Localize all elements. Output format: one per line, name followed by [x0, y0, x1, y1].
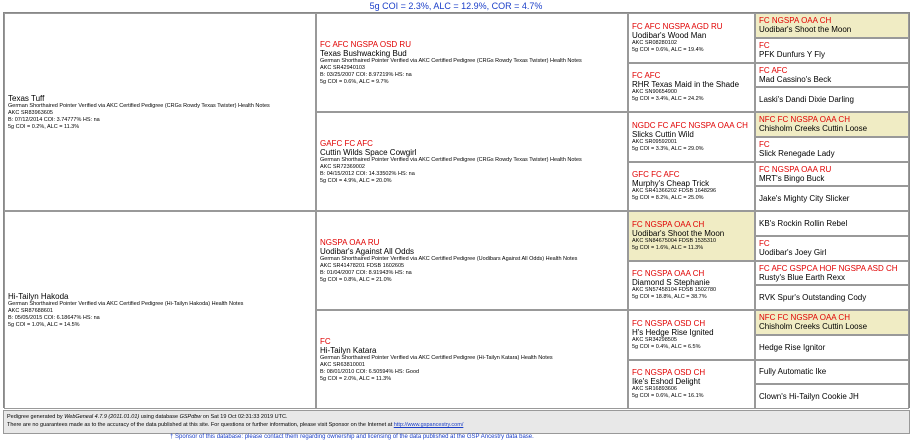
ancestor-reg: AKC SN90654900: [632, 89, 677, 96]
ancestor-name[interactable]: Clown's Hi-Tailyn Cookie JH: [759, 392, 859, 402]
ancestor-reg: AKC SN57458104 FDSB 1502780: [632, 287, 717, 294]
dam-notes: German Shorthaired Pointer Verified via AKC Certified Pedigree (Hi-Tailyn Hakoda) Health Notes: [8, 300, 244, 307]
footer-disclaimer-line: [7, 421, 906, 429]
ancestor-reg: AKC SR08280102: [632, 39, 677, 46]
ancestor-title: FC NGSPA OAA RU: [759, 164, 832, 174]
ancestor-reg: AKC SR42940103: [320, 64, 365, 71]
ancestor-title: NGSPA OAA RU: [320, 237, 380, 247]
ancestor-notes: German Shorthaired Pointer Verified via AKC Certified Pedigree (CRGs Rowdy Texas Twister) Health Notes: [320, 156, 582, 163]
ancestor-coi: 5g COI = 4.9%, ALC = 20.0%: [320, 177, 392, 184]
gen4-cell[interactable]: [755, 38, 909, 63]
ancestor-name[interactable]: Chisholm Creeks Cuttin Loose: [759, 124, 868, 134]
gen3-cell[interactable]: [628, 63, 755, 113]
ancestor-coi: 5g COI = 3.3%, ALC = 29.0%: [632, 145, 704, 152]
pedigree-footer: [3, 410, 910, 434]
ancestor-name[interactable]: Cuttin Wilds Space Cowgirl: [320, 147, 417, 157]
gen3-cell[interactable]: [628, 261, 755, 311]
ancestor-reg: AKC SR41366202 FDSB 1648296: [632, 188, 717, 195]
ancestor-name[interactable]: MRT's Bingo Buck: [759, 173, 825, 183]
gen4-cell[interactable]: [755, 236, 909, 261]
gen4-cell[interactable]: [755, 261, 909, 286]
sire-reg: AKC SR83963605: [8, 109, 53, 116]
gen3-cell[interactable]: [628, 310, 755, 360]
ancestor-reg: AKC SR16893606: [632, 386, 677, 393]
ancestor-name[interactable]: RVK Spur's Outstanding Cody: [759, 293, 867, 303]
ancestor-name[interactable]: Uodibar's Shoot the Moon: [632, 228, 725, 238]
ancestor-name[interactable]: PFK Dunfurs Y Fly: [759, 50, 825, 60]
footer-suffix: on Sat 19 Oct 02:31:33 2019 UTC.: [201, 414, 288, 420]
sire-birth: B: 07/12/2014 COI: 3.74777% HS: na: [8, 116, 100, 123]
gen4-cell[interactable]: [755, 285, 909, 310]
ancestor-title: NGDC FC AFC NGSPA OAA CH: [632, 120, 748, 130]
footer-generated-line: [7, 413, 906, 421]
ancestor-name[interactable]: Hedge Rise Ignitor: [759, 342, 826, 352]
gen4-cell[interactable]: [755, 137, 909, 162]
ancestor-coi: 5g COI = 2.0%, ALC = 11.3%: [320, 375, 392, 382]
ancestor-coi: 5g COI = 3.4%, ALC = 24.2%: [632, 96, 704, 103]
footer-disclaimer: There are no guarantees made as to the accuracy of the data published at this site. For questions or further information, please visit Sponsor on the Internet at: [7, 422, 394, 428]
pedigree-grid: [3, 12, 910, 408]
pedigree-coi-summary: 5g COI = 2.3%, ALC = 12.9%, COR = 4.7%: [369, 1, 543, 11]
ancestor-notes: German Shorthaired Pointer Verified via AKC Certified Pedigree (Uodibars Against All Odds) Health Notes: [320, 255, 578, 262]
ancestor-name[interactable]: Uodibar's Shoot the Moon: [759, 25, 852, 35]
ancestor-reg: AKC SR34298505: [632, 336, 677, 343]
gen2-cell[interactable]: [316, 112, 628, 211]
ancestor-reg: AKC SN84675004 FDSB 1535310: [632, 237, 717, 244]
gen2-cell[interactable]: [316, 13, 628, 112]
ancestor-name[interactable]: Rusty's Blue Earth Rexx: [759, 272, 846, 282]
ancestor-title: FC AFC NGSPA OSD RU: [320, 39, 411, 49]
gen2-cell[interactable]: [316, 310, 628, 409]
ancestor-reg: AKC SR72369002: [320, 163, 365, 170]
cut-off-footnote: † Sponsor of this database: please contact them regarding ownership and licensing of the data published at the GSP Ancestry data base.: [170, 434, 534, 440]
ancestor-title: FC AFC GSPCA HOF NGSPA ASD CH: [759, 263, 898, 273]
ancestor-name[interactable]: Laski's Dandi Dixie Darling: [759, 95, 854, 105]
ancestor-title: FC AFC NGSPA AGD RU: [632, 21, 723, 31]
gen4-cell[interactable]: [755, 186, 909, 211]
ancestor-name[interactable]: Uodibar's Wood Man: [632, 30, 707, 40]
ancestor-name[interactable]: Slicks Cuttin Wild: [632, 129, 694, 139]
ancestor-notes: German Shorthaired Pointer Verified via AKC Certified Pedigree (Hi-Tailyn Katara) Health Notes: [320, 354, 553, 361]
ancestor-title: GFC FC AFC: [632, 170, 680, 180]
ancestor-birth: B: 08/01/2010 COI: 6.50594% HS: Good: [320, 368, 420, 375]
dam-reg: AKC SR87688601: [8, 307, 53, 314]
ancestor-coi: 5g COI = 1.6%, ALC = 11.3%: [632, 244, 704, 251]
gen4-cell[interactable]: [755, 13, 909, 38]
database-name: GSPdbw: [179, 414, 202, 420]
dam-name[interactable]: Hi-Tailyn Hakoda: [8, 291, 69, 301]
gen3-cell[interactable]: [628, 211, 755, 261]
sire-notes: German Shorthaired Pointer Verified via AKC Certified Pedigree (CRGs Rowdy Texas Twister) Health Notes: [8, 102, 270, 109]
gen4-cell[interactable]: [755, 310, 909, 335]
footer-prefix: Pedigree generated by: [7, 414, 65, 420]
ancestor-coi: 5g COI = 0.6%, ALC = 19.4%: [632, 46, 704, 53]
gen3-cell[interactable]: [628, 13, 755, 63]
gen3-cell[interactable]: [628, 360, 755, 410]
sire-name[interactable]: Texas Tuff: [8, 93, 45, 103]
ancestor-title: FC NGSPA OSD CH: [632, 318, 706, 328]
ancestor-name[interactable]: Fully Automatic Ike: [759, 367, 827, 377]
ancestor-title: NFC FC NGSPA OAA CH: [759, 115, 850, 125]
ancestor-name[interactable]: Ike's Eshod Delight: [632, 377, 701, 387]
sire-cell[interactable]: [4, 13, 316, 211]
ancestor-birth: B: 04/15/2012 COI: 14.33502% HS: na: [320, 170, 415, 177]
ancestor-title: FC NGSPA OAA CH: [632, 219, 705, 229]
ancestor-name[interactable]: Diamond S Stephanie: [632, 278, 710, 288]
ancestor-title: FC: [320, 336, 331, 346]
gen4-cell[interactable]: [755, 162, 909, 187]
gen4-cell[interactable]: [755, 211, 909, 236]
ancestor-coi: 5g COI = 0.8%, ALC = 21.0%: [320, 276, 392, 283]
ancestor-coi: 5g COI = 8.2%, ALC = 25.0%: [632, 195, 704, 202]
ancestor-name[interactable]: Mad Cassino's Beck: [759, 74, 832, 84]
software-name: WebGeneal 4.7.9 (2011.01.01): [64, 414, 140, 420]
ancestor-name[interactable]: Murphy's Cheap Trick: [632, 179, 710, 189]
dam-cell[interactable]: [4, 211, 316, 409]
gen4-cell[interactable]: [755, 360, 909, 385]
ancestor-coi: 5g COI = 0.6%, ALC = 16.1%: [632, 393, 704, 400]
gen2-cell[interactable]: [316, 211, 628, 310]
gen4-cell[interactable]: [755, 384, 909, 409]
ancestor-name[interactable]: H's Hedge Rise Ignited: [632, 327, 714, 337]
ancestor-title: FC AFC: [632, 71, 661, 81]
dam-coi: 5g COI = 1.0%, ALC = 14.5%: [8, 321, 80, 328]
ancestor-name[interactable]: Slick Renegade Lady: [759, 149, 835, 159]
ancestor-title: FC AFC: [759, 65, 788, 75]
ancestor-coi: 5g COI = 0.4%, ALC = 6.5%: [632, 343, 701, 350]
ancestor-title: FC NGSPA OAA CH: [759, 16, 832, 26]
ancestor-coi: 5g COI = 18.8%, ALC = 38.7%: [632, 294, 707, 301]
gen4-cell[interactable]: [755, 87, 909, 112]
ancestor-name[interactable]: KB's Rockin Rollin Rebel: [759, 218, 848, 228]
ancestor-reg: AKC SR41478201 FDSB 1602605: [320, 262, 405, 269]
ancestor-coi: 5g COI = 0.6%, ALC = 9.7%: [320, 78, 389, 85]
footer-mid: using database: [139, 414, 180, 420]
ancestor-name[interactable]: Uodibar's Against All Odds: [320, 246, 415, 256]
ancestor-title: FC: [759, 140, 770, 150]
ancestor-birth: B: 03/25/2007 COI: 8.97219% HS: na: [320, 71, 412, 78]
ancestor-birth: B: 01/04/2007 COI: 8.91943% HS: na: [320, 269, 412, 276]
dam-birth: B: 05/05/2015 COI: 6.18647% HS: na: [8, 314, 100, 321]
ancestor-title: FC NGSPA OAA CH: [632, 269, 705, 279]
ancestor-title: GAFC FC AFC: [320, 138, 373, 148]
ancestor-title: FC NGSPA OSD CH: [632, 368, 706, 378]
gen4-cell[interactable]: [755, 112, 909, 137]
gen3-cell[interactable]: [628, 112, 755, 162]
ancestor-name[interactable]: Uodibar's Joey Girl: [759, 248, 827, 258]
sire-coi: 5g COI = 0.2%, ALC = 11.3%: [8, 123, 80, 130]
ancestor-name[interactable]: Jake's Mighty City Slicker: [759, 194, 850, 204]
ancestor-title: FC: [759, 239, 770, 249]
ancestor-title: NFC FC NGSPA OAA CH: [759, 313, 850, 323]
ancestor-name[interactable]: Texas Bushwacking Bud: [320, 48, 407, 58]
ancestor-name[interactable]: RHR Texas Maid in the Shade: [632, 80, 740, 90]
ancestor-reg: AKC SR09592001: [632, 138, 677, 145]
ancestor-title: FC: [759, 41, 770, 51]
gen4-cell[interactable]: [755, 63, 909, 88]
gen4-cell[interactable]: [755, 335, 909, 360]
ancestor-notes: German Shorthaired Pointer Verified via AKC Certified Pedigree (CRGs Rowdy Texas Twister) Health Notes: [320, 57, 582, 64]
ancestor-name[interactable]: Chisholm Creeks Cuttin Loose: [759, 322, 868, 332]
gen3-cell[interactable]: [628, 162, 755, 212]
ancestor-name[interactable]: Hi-Tailyn Katara: [320, 345, 377, 355]
sponsor-link[interactable]: http://www.gspancestry.com/: [393, 422, 464, 428]
ancestor-reg: AKC SR63810001: [320, 361, 365, 368]
